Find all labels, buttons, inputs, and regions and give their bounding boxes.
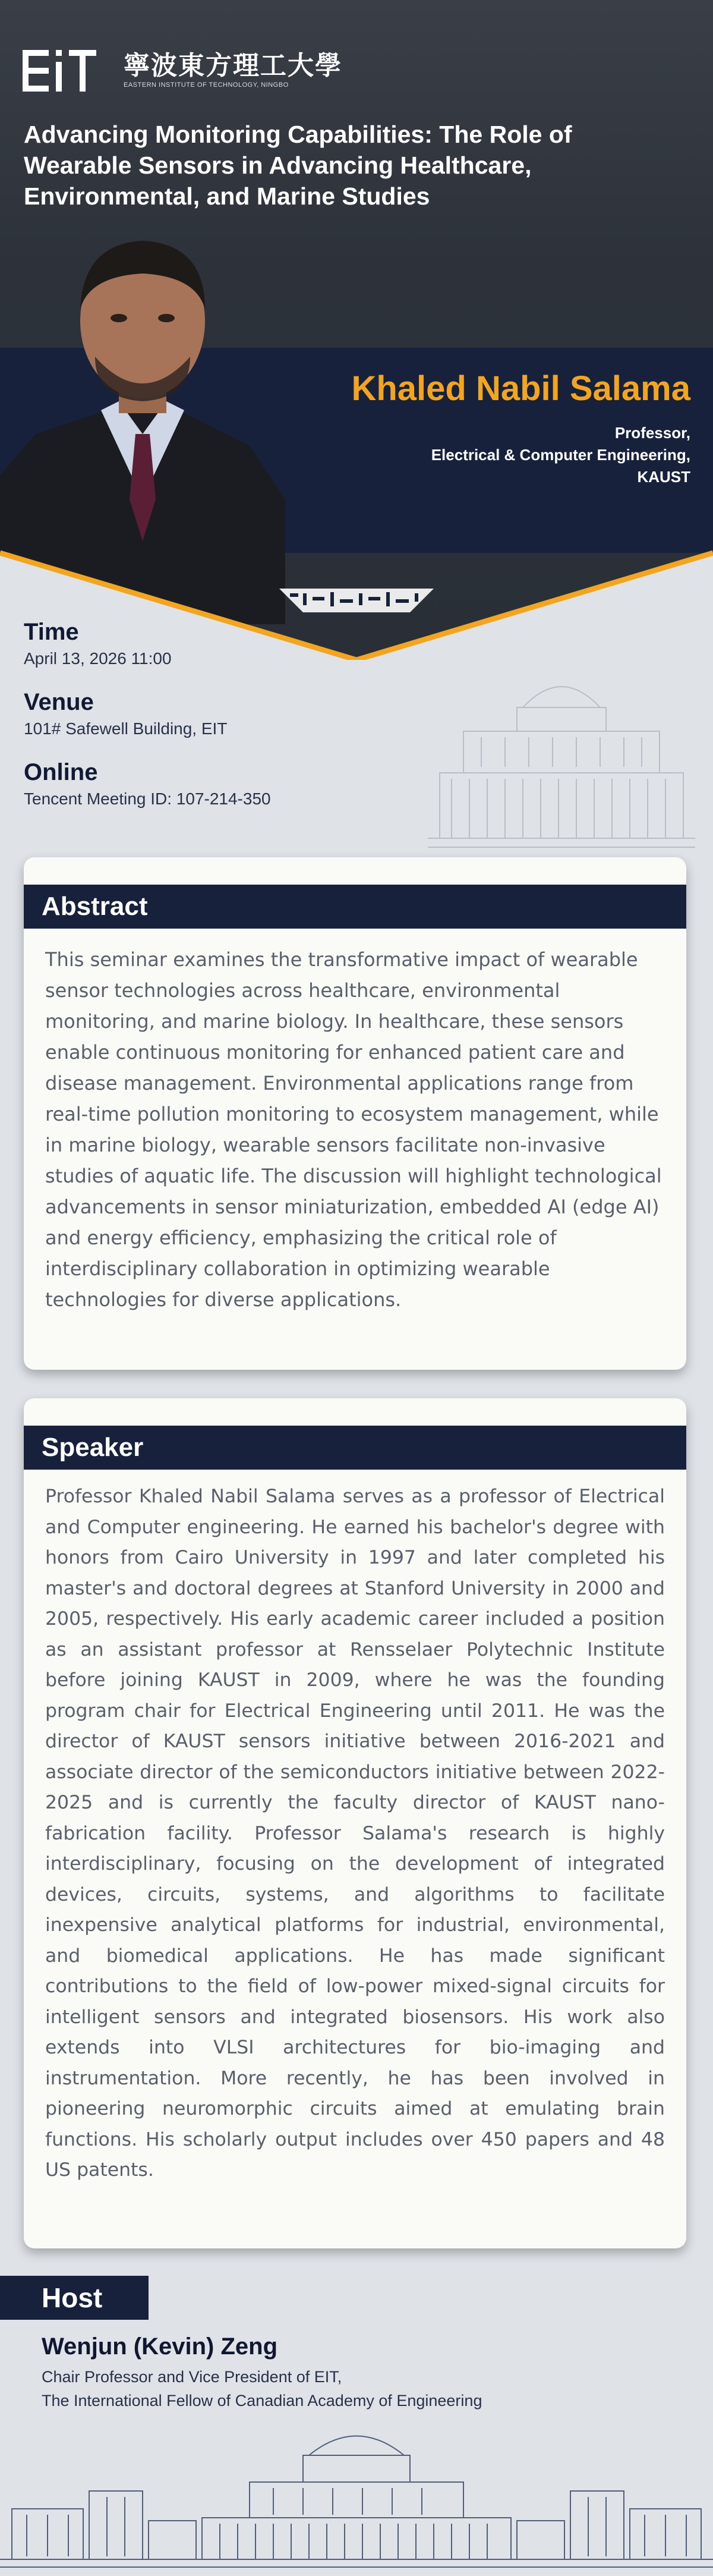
- speaker-heading: Speaker: [24, 1426, 686, 1470]
- time-label: Time: [24, 619, 79, 645]
- host-role: [42, 2365, 636, 2413]
- host-name: Wenjun (Kevin) Zeng: [42, 2333, 278, 2360]
- host-role-line: The International Fellow of Canadian Academy of Engineering: [42, 2392, 482, 2410]
- eit-logo: [23, 48, 342, 94]
- building-illustration-icon: [428, 660, 695, 856]
- abstract-text: This seminar examines the transformative impact of wearable sensor technologies across healthcare, environmental monitoring, and marine biology. In healthcare, these sensors enable continuous monitoring for enhanced patient care and disease management. Environmental applications range from real-time pollution monitoring to ecosystem management, while in marine biology, wearable sensors facilitate non-invasive studies of aquatic life. The discussion will highlight technological advancements in sensor miniaturization, embedded AI (edge AI) and energy efficiency, emphasizing the critical role of interdisciplinary collaboration in optimizing wearable technologies for diverse applications.: [45, 948, 662, 1311]
- online-label: Online: [24, 759, 98, 785]
- speaker-title-line: KAUST: [637, 468, 690, 486]
- abstract-heading: Abstract: [24, 885, 686, 929]
- time-value: April 13, 2026 11:00: [24, 649, 172, 668]
- event-title: Advancing Monitoring Capabilities: The Role of Wearable Sensors in Advancing Healthcare, Environmental, and Marine Studies: [24, 121, 572, 210]
- speaker-affiliation: [275, 422, 690, 488]
- online-block: [24, 759, 271, 809]
- host-role-line: Chair Professor and Vice President of EIT,: [42, 2368, 342, 2386]
- time-block: [24, 618, 271, 668]
- online-value: Tencent Meeting ID: 107-214-350: [24, 790, 271, 808]
- speaker-card: [24, 1398, 686, 2248]
- eit-logo-icon: [23, 48, 115, 94]
- host-heading: Host: [0, 2276, 149, 2320]
- hero-banner: [0, 0, 713, 660]
- venue-block: [24, 688, 271, 738]
- event-details: [24, 618, 271, 829]
- speaker-title-line: Professor,: [614, 424, 690, 442]
- speaker-title-line: Electrical & Computer Engineering,: [431, 446, 690, 464]
- venue-value: 101# Safewell Building, EIT: [24, 719, 228, 738]
- venue-label: Venue: [24, 689, 94, 715]
- speaker-bio-text: Professor Khaled Nabil Salama serves as a professor of Electrical and Computer engineering. He earned his bachelor's degree with honors from Cairo University in 1997 and later completed his master's and doctoral degrees at Stanford University in 2000 and 2005, respectively. His early academic career included a position as an assistant professor at Rensselaer Polytechnic Institute before joining KAUST in 2009, where he was the founding program chair for Electrical Engineering until 2011. He was the director of KAUST sensors initiative between 2016-2021 and associate director of the semiconductors initiative between 2022-2025 and is currently the faculty director of KAUST nano-fabrication facility. Professor Salama's research is highly interdisciplinary, focusing on the development of integrated devices, circuits, systems, and algorithms to facilitate inexpensive analytical platforms for industrial, environmental, and biomedical applications. He has made significant contributions to the field of low-power mixed-signal circuits for intelligent sensors and integrated biosensors. His work also extends into VLSI architectures for bio-imaging and instrumentation. More recently, he has been involved in pioneering neuromorphic circuits aimed at emulating brain functions. His scholarly output includes over 450 papers and 48 US patents.: [45, 1486, 665, 2181]
- logo-english-name: EASTERN INSTITUTE OF TECHNOLOGY, NINGBO: [124, 81, 289, 89]
- speaker-name: Khaled Nabil Salama: [351, 369, 690, 408]
- skyline-illustration-icon: [0, 2420, 713, 2576]
- abstract-card: [24, 857, 686, 1370]
- logo-chinese-name: 寧波東方理工大學: [124, 51, 342, 81]
